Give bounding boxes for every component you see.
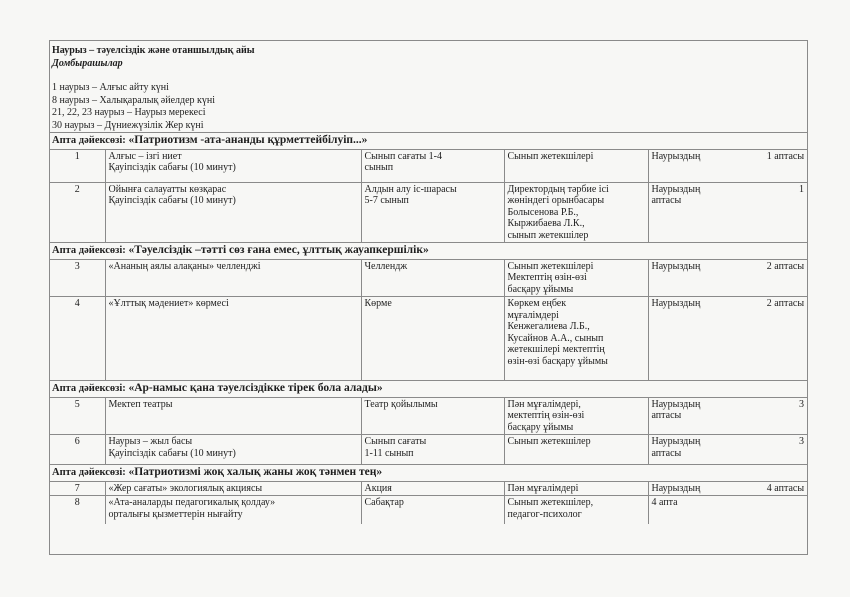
event-cell (105, 496, 361, 524)
event-cell (105, 297, 361, 381)
motto-label: Апта дәйексөзі: (52, 383, 126, 394)
row-number: 8 (50, 496, 105, 524)
form-cell (361, 496, 504, 524)
responsible-cell-line: Болысеновa Р.Б., (507, 206, 579, 218)
responsible-cell-line: мектептің өзін-өзі (507, 410, 585, 421)
responsible-cell-line: жөніндегі орынбасары (507, 195, 605, 206)
event-cell-line: «Ұлттық мәдениет» көрмесі (108, 298, 229, 309)
week-motto-row (50, 465, 807, 482)
form-cell-line: Театр қойылымы (364, 398, 438, 410)
event-cell (105, 182, 361, 243)
responsible-cell (504, 397, 648, 435)
time-month: Наурыздың (651, 260, 701, 272)
motto-label: Апта дәйексөзі: (52, 467, 126, 478)
form-cell (361, 397, 504, 435)
time-cell (648, 149, 807, 182)
event-cell (105, 149, 361, 182)
row-number: 1 (50, 149, 105, 182)
responsible-cell-line: Сынып жетекшілері (507, 260, 594, 272)
event-cell-line: Алғыс – ізгі ниет (108, 150, 182, 162)
row-number: 6 (50, 435, 105, 465)
form-cell (361, 149, 504, 182)
week-motto-row (50, 381, 807, 398)
event-cell (105, 397, 361, 435)
form-cell-line: Акция (364, 482, 392, 494)
responsible-cell (504, 297, 648, 381)
event-cell-line: «Жер сағаты» экологиялық акциясы (108, 482, 263, 494)
motto-text: «Тәуелсіздік –тәтті сөз ғана емес, ұлттық жауапкершілік» (128, 244, 429, 256)
responsible-cell-line: Сынып жетекшілер, (507, 497, 594, 508)
form-cell-line: Көрме (364, 298, 392, 309)
time-extra: аптасы (651, 410, 682, 421)
event-cell-line: Қауіпсіздік сабағы (10 минут) (108, 447, 236, 459)
motto-text: «Патриотизмі жоқ халық жаны жоқ тәнмен тең» (128, 466, 383, 478)
responsible-cell-line: Пән мұғалімдері (507, 482, 579, 494)
motto-label: Апта дәйексөзі: (52, 245, 126, 256)
event-cell (105, 435, 361, 465)
responsible-cell-line: жетекшілері мектептің (507, 344, 605, 355)
row-number: 4 (50, 297, 105, 381)
time-cell (648, 481, 807, 496)
time-month: Наурыздың (651, 436, 701, 447)
form-cell (361, 435, 504, 465)
time-week: 2 аптасы (766, 298, 805, 309)
responsible-cell-line: басқару ұйымы (507, 421, 574, 433)
form-cell-line: Сынып сағаты 1-4 (364, 150, 443, 162)
form-cell-line: Челлендж (364, 260, 408, 272)
responsible-cell-line: өзін-өзі басқару ұйымы (507, 355, 608, 367)
time-extra: аптасы (651, 447, 682, 459)
responsible-cell-line: Кенжегалиева Л.Б., (507, 321, 590, 332)
week-motto-row (50, 243, 807, 260)
responsible-cell-line: басқару ұйымы (507, 283, 574, 295)
time-week: 2 аптасы (766, 260, 805, 272)
table-row (50, 182, 807, 243)
month-subtitle: Домбырашылар (52, 57, 123, 69)
form-cell-line: сынып (364, 162, 394, 173)
table-row (50, 481, 807, 496)
responsible-cell-line: Пән мұғалімдері, (507, 398, 581, 410)
responsible-cell-line: Мектептің өзін-өзі (507, 272, 587, 283)
time-month: Наурыздың (651, 482, 701, 494)
events-table (50, 132, 807, 524)
row-number: 7 (50, 481, 105, 496)
responsible-cell-line: сынып жетекшілер (507, 229, 589, 241)
event-cell-line: «Ананың аялы алақаны» челленджі (108, 260, 261, 272)
table-row (50, 397, 807, 435)
date-item: 21, 22, 23 наурыз – Наурыз мерекесі (52, 107, 206, 118)
event-cell-line: Наурыз – жыл басы (108, 436, 193, 447)
responsible-cell (504, 149, 648, 182)
month-title: Наурыз – тәуелсіздік және отаншылдық айы (52, 45, 255, 56)
time-week: 3 (799, 436, 805, 447)
responsible-cell (504, 496, 648, 524)
form-cell (361, 259, 504, 297)
form-cell-line: 1-11 сынып (364, 447, 414, 459)
time-week: 1 аптасы (766, 150, 805, 162)
row-number: 2 (50, 182, 105, 243)
plan-frame (49, 40, 808, 555)
form-cell-line: 5-7 сынып (364, 195, 409, 206)
motto-text: «Патриотизм -ата-ананды құрметтейбілуіп...» (128, 134, 368, 146)
event-cell (105, 481, 361, 496)
table-row (50, 297, 807, 381)
responsible-cell-line: Көркем еңбек (507, 298, 567, 309)
time-week: 4 аптасы (766, 482, 805, 494)
time-month: Наурыздың (651, 398, 701, 410)
date-item: 30 наурыз – Дүниежүзілік Жер күні (52, 119, 204, 131)
responsible-cell (504, 259, 648, 297)
date-item: 1 наурыз – Алғыс айту күні (52, 82, 169, 93)
responsible-cell-line: Директордың тәрбие ісі (507, 183, 609, 195)
table-row (50, 149, 807, 182)
time-week: 3 (799, 398, 805, 410)
form-cell (361, 297, 504, 381)
responsible-cell (504, 435, 648, 465)
responsible-cell (504, 182, 648, 243)
event-cell-line: Мектеп театры (108, 398, 173, 410)
responsible-cell-line: Сынып жетекшілері (507, 150, 594, 162)
event-cell-line: Қауіпсіздік сабағы (10 минут) (108, 195, 236, 206)
form-cell-line: Алдын алу іс-шарасы (364, 183, 457, 195)
time-cell (648, 397, 807, 435)
table-row (50, 259, 807, 297)
time-cell (648, 496, 807, 524)
table-row (50, 435, 807, 465)
event-cell-line: Ойынға салауатты көзқарас (108, 183, 227, 195)
row-number: 5 (50, 397, 105, 435)
responsible-cell-line: Сынып жетекшілер (507, 436, 591, 447)
event-cell (105, 259, 361, 297)
event-cell-line: Қауіпсіздік сабағы (10 минут) (108, 162, 236, 173)
motto-text: «Ар-намыс қана тәуелсіздікке тірек бола алады» (128, 382, 383, 394)
time-month: 4 апта (651, 497, 678, 508)
responsible-cell-line: Кусайнов А.А., сынып (507, 332, 604, 344)
form-cell-line: Сабақтар (364, 497, 404, 508)
time-cell (648, 182, 807, 243)
time-month: Наурыздың (651, 298, 701, 309)
time-cell (648, 297, 807, 381)
time-cell (648, 435, 807, 465)
time-extra: аптасы (651, 195, 682, 206)
responsible-cell-line: мұғалімдері (507, 309, 559, 321)
time-month: Наурыздың (651, 183, 701, 195)
date-item: 8 наурыз – Халықаралық әйелдер күні (52, 94, 216, 106)
form-cell (361, 481, 504, 496)
row-number: 3 (50, 259, 105, 297)
time-cell (648, 259, 807, 297)
table-row (50, 496, 807, 524)
event-cell-line: орталығы қызметтерін нығайту (108, 508, 243, 520)
responsible-cell (504, 481, 648, 496)
responsible-cell-line: Кыржибаева Л.К., (507, 218, 585, 229)
time-month: Наурыздың (651, 150, 701, 162)
month-intro (50, 41, 807, 132)
week-motto-row (50, 133, 807, 150)
event-cell-line: «Ата-аналарды педагогикалық қолдау» (108, 497, 276, 508)
responsible-cell-line: педагог-психолог (507, 508, 582, 520)
form-cell (361, 182, 504, 243)
form-cell-line: Сынып сағаты (364, 436, 427, 447)
time-week: 1 (799, 183, 805, 195)
motto-label: Апта дәйексөзі: (52, 135, 126, 146)
